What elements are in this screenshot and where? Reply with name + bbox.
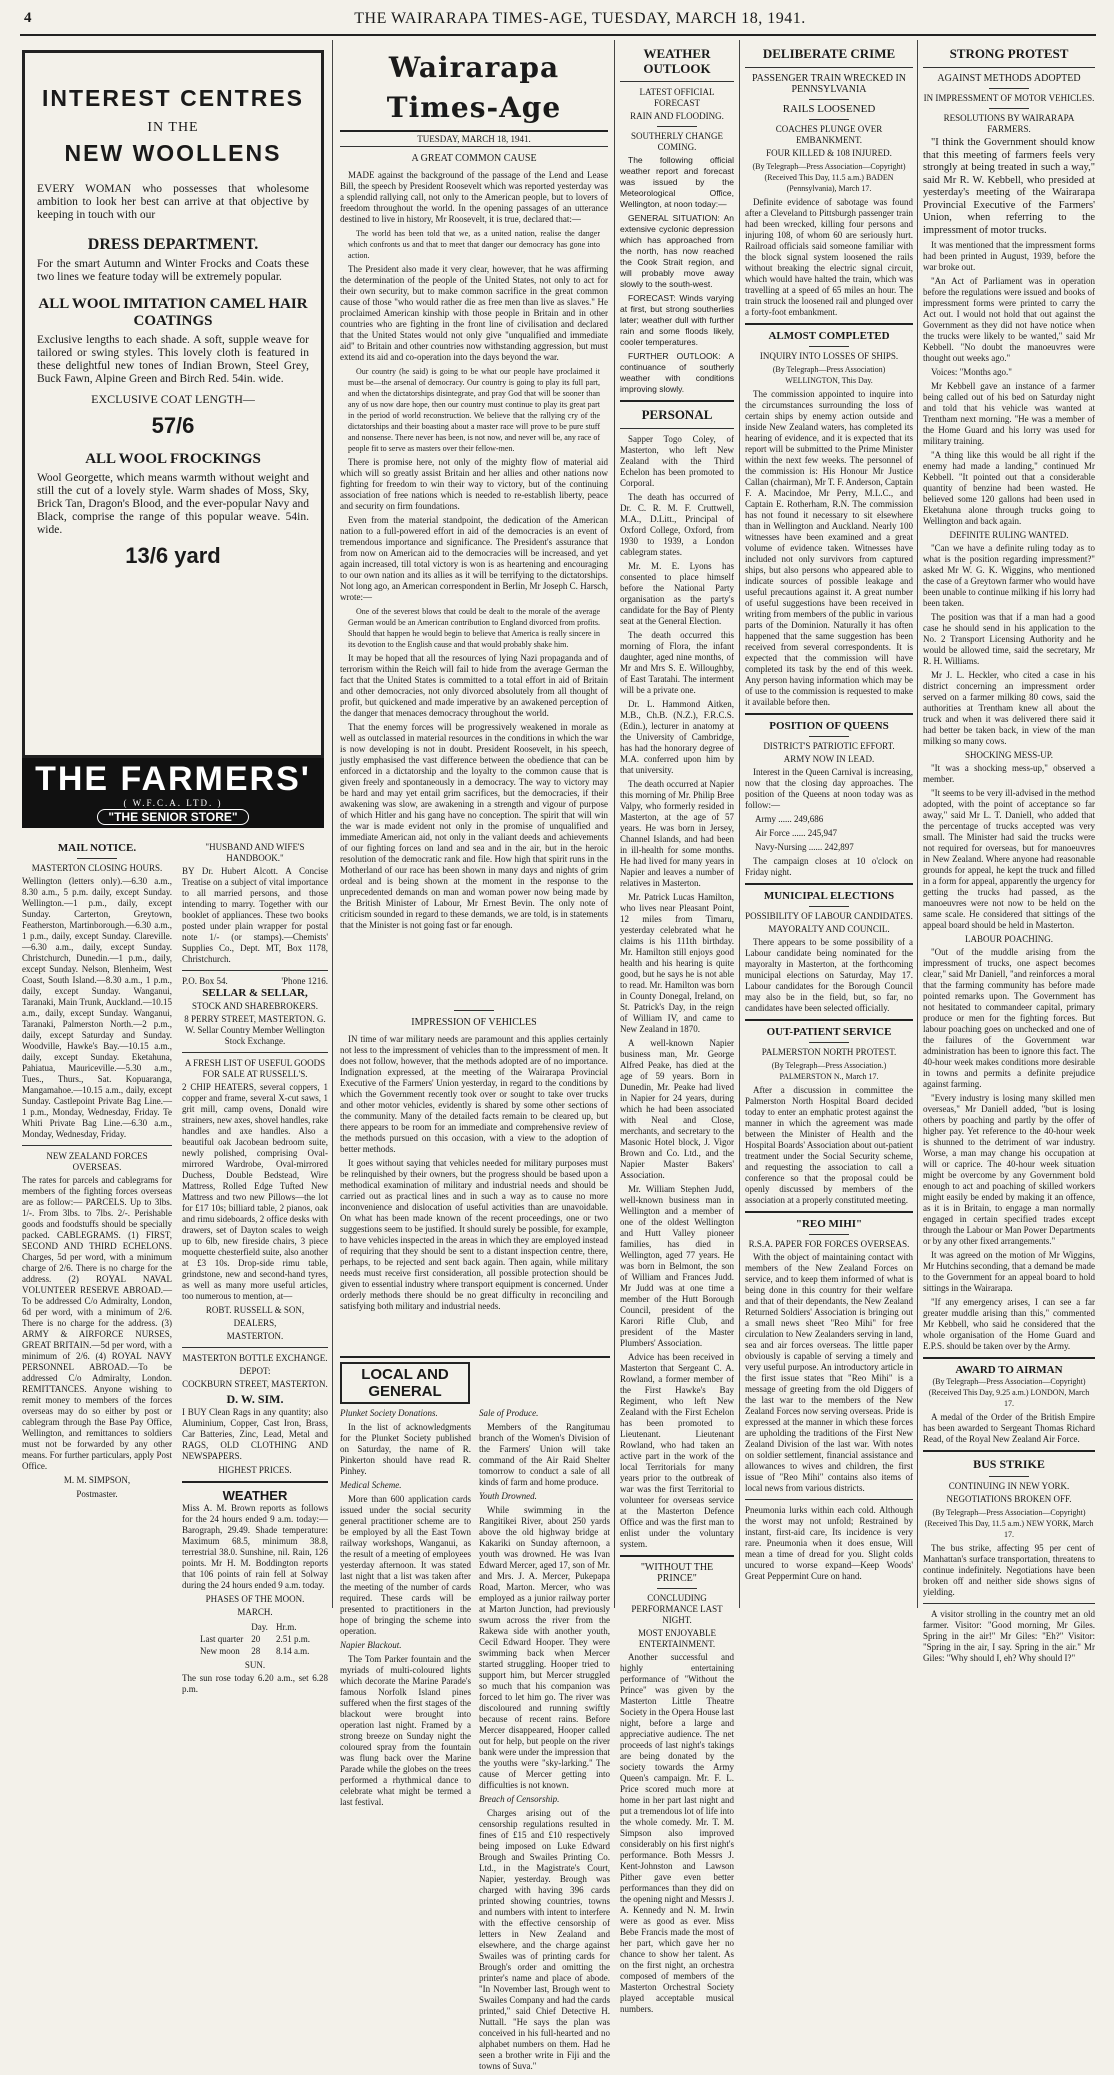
postmaster: M. M. SIMPSON, Postmaster. [63,1475,131,1499]
bottle-name: D. W. SIM. [226,1392,284,1406]
column-rule [614,40,615,1608]
labour-title: LABOUR POACHING. [964,934,1053,944]
sellar-name: SELLAR & SELLAR, [202,987,308,999]
queen-row: Navy-Nursing ...... 242,897 [755,842,854,852]
mail-text: Wellington (letters only).—6.30 a.m., 8.30 a.m., 5 p.m. daily, except Sunday. Wellington.—1 p.m., daily, except Sunday. Carterton, Greytown, Featherston, Martinborough.—6.30 a.m., 1 p.m., daily, except Sunday. Clareville.—6.30 a.m., daily, except Sunday. Christchurch, Dunedin.—1 p.m., daily, except Sunday. Nelson, Blenheim, West Coast, South Island.—8.30 a.m., 1 p.m., daily, except Sunday. Wanganui, Taranaki, Main Trunk, Auckland.—10.15 a.m., daily, except Sunday. Wanganui, Taranaki, Palmerston North.—2 p.m., daily, except Saturday and Sunday. Woodville, Hawke's Bay.—10.15 a.m., daily, except Sunday. Eketahuna, Pahiatua, Mauriceville.—5.30 a.m., Tues., Thurs., Sat. Kopuaranga, Mangamahoe.—10.15 a.m., daily, except Sunday. Castlepoint Private Bag Line.—1 p.m., Monday, Wednesday, Friday. Te Whiti Private Bag Line.—6.30 a.m., Monday, Wednesday, Friday. [22,876,172,1139]
prince-body: Another successful and highly entertaining performance of "Without the Prince" was given by the Masterton Little Theatre Society in the Opera House last night, before a large and appreciative audience. The net proceeds of last night's takings are being donated by the society towards the Army Queen's campaign. Mr. F. L. Price scored much more at home in her part last night and put a tremendous lot of life into the whole comedy. Mr. T. M. Simpson also improved considerably on his first night's performance. Both Messrs J. Kent-Johnston and Lawson Pither gave even better performances than they did on the opening night and Messrs J. A. Kennedy and N. M. Irwin were as good as ever. Miss Bebe Francis made the most of her part, which gave her no chance to show her talent. As on the first night, an orchestra composed of members of the Masterton Orchestral Society played acceptable musical numbers. [620,1652,734,2014]
editorial-column [340,48,608,928]
sellar-addr: 8 PERRY STREET, MASTERTON. G. W. Sellar Country Member Wellington Stock Exchange. [184,1014,326,1046]
almost-body: The commission appointed to inquire into the circumstances surrounding the loss of certain ships by enemy action outside and inside New Zealand waters, has completed its hearing of evidence, and it is expected that its report will be submitted to the Prime Minister within the next few weeks. The personnel of the commission is: His Honour Mr Justice Callan (chairman), Mr T. F. Anderson, Captain F. A. Macindoe, Mr Perry, M.L.C., and Captain E. Rotherham, R.N. The commission has not found it necessary to sit elsewhere than in Wellington and Auckland. Nearly 100 witnesses have been examined and a great volume of evidence taken. Witnesses have included not only survivors from captured ships, but also persons who appeared able to indicate sources of possible leakage and useful precautions against it. A great number of useful suggestions have been received in writing from members of the public in various parts of the Dominion. Naturally it has often happened that the same suggestion has been received from several correspondents. It is expected that the commission will have completed its task by the end of this week. Any person having information which may be of use to the commission is requested to make it available before then. [745,389,913,707]
labour-body: "Out of the muddle arising from the impressment of trucks, one aspect becomes clear," said Mr Daniell, "and reinforces a moral that the farming community has before made pointed remarks upon. The Government has not hesitated to commandeer capital, primary produce or men for the fighting forces. But labour poaching goes on unchecked and one of the failures of the Government war administration has been to ignore this fact. The 40-hour week makes conditions more desirable in towns and permits a definite prejudice against farming. "Every industry is losing many skilled men overseas," Mr Daniell added, "but is losing others by poaching and partly by the offer of higher pay. Yet reference to the 40-hour week is shunned to the detriment of war industry. Worse, a man may change his occupation at will or caprice. The 40-hour week situation might be overcome by any Government bold enough to act and poaching of skilled workers might easily be ended by making it an offence, as it is in Britain, to engage a man normally engaged in certain specified trades except through the Labour or Man Power Departments or by any other fixed arrangements." It was agreed on the motion of Mr Wiggins, Mr Hutchins seconding, that a demand be made to the Government for an appeal board to hold sittings in the Wairarapa. "If any emergency arises, I can see a far greater muddle arising than this," commented Mr Kebbell, who said he considered that the whole organisation of the Home Guard and E.P.S. should be taken over by the Army. [923,947,1095,1351]
crime-sub1: PASSENGER TRAIN WRECKED IN PENNSYLVANIA [752,73,906,95]
sellar-sub: STOCK AND SHAREBROKERS. [191,1001,319,1011]
local-title: LOCAL AND GENERAL [340,1362,470,1404]
municipal-body: There appears to be some possibility of a Labour candidate being nominated for the mayoralty in Masterton, at the forthcoming municipal elections on Saturday, May 17. Labour candidates for the Borough Council may also be in the field, but, so far, no candidates have been selected officially. [745,937,913,1013]
almost-title: ALMOST COMPLETED [768,330,890,342]
queens-standings [745,814,913,853]
bus-sub1: CONTINUING IN NEW YORK. [948,1481,1070,1491]
store-tag: "THE SENIOR STORE" [97,809,248,825]
protest-title: STRONG PROTEST [949,46,1069,61]
nameplate: Wairarapa Times-Age [386,51,562,124]
shocking-title: SHOCKING MESS-UP. [964,750,1054,760]
bus-credit: (By Telegraph—Press Association—Copyright) (Received This Day, 11.5 a.m.) NEW YORK, March 17. [924,1508,1094,1539]
overseas-text: The rates for parcels and cablegrams for members of the fighting forces overseas are as follow:— PARCELS. Up to 3lbs. 1/-. From 3lbs. to 7lbs. 2/-. Perishable goods and foodstuffs should be specially packed. CABLEGRAMS. (1) FIRST, SECOND AND THIRD ECHELONS. Charges, 5d per word, with a minimum charge of 2/6. There is no charge for the address. (2) ROYAL NAVAL VOLUNTEER RESERVE ABROAD.—To be addressed C/o Admiralty, London, 6d per word, with a minimum of 2/6. There is no charge for the address. (3) ARMY & AIRFORCE NURSES, GREAT BRITAIN.—5d per word, with a minimum of 2/6. (4) ROYAL NAVY PERSONNEL ABROAD.—To be addressed C/o Admiralty, London. REMITTANCES. Anyone wishing to remit money to members of the forces overseas may do so either by post or cablegram through the Base Pay Office, Wellington, and remittances to soldiers must not be forwarded by any other means. For further particulars, apply Post Office. [22,1175,172,1471]
advert-dept: DRESS DEPARTMENT. [87,236,259,253]
almost-credit: (By Telegraph—Press Association) WELLINGTON, This Day. [772,365,886,385]
advert-item1-price: 57/6 [151,413,195,438]
outlook-sub2: RAIN AND FLOODING. [630,111,724,121]
outpatient-sub: PALMERSTON NORTH PROTEST. [761,1047,897,1057]
advert-item1-title: ALL WOOL IMITATION CAMEL HAIR COATINGS [38,296,308,329]
mail-notice [22,836,172,1606]
running-title: THE WAIRARAPA TIMES-AGE, TUESDAY, MARCH 18, 1941. [354,10,806,27]
overseas-heading: NEW ZEALAND FORCES OVERSEAS. [46,1151,148,1172]
page-number: 4 [24,10,32,26]
moon-row: New moon 28 8.14 a.m. [200,1646,310,1656]
bus-body: The bus strike, affecting 95 per cent of Manhattan's surface transportation, threatens to continue indefinitely. Negotiations have been broken off and neither side shows signs of yielding. [923,1543,1095,1597]
store-sub: ( W.F.C.A. LTD. ) [123,798,223,808]
award-credit: (By Telegraph—Press Association—Copyright) (Received This Day, 9.25 a.m.) LONDON, March 17. [928,1377,1090,1408]
award-title: AWARD TO AIRMAN [955,1364,1063,1376]
queen-row: Army ...... 249,686 [755,814,824,824]
personal-title: PERSONAL [641,407,713,422]
mail-heading: MAIL NOTICE. [57,842,137,854]
column-rule [917,40,918,1608]
advert-dept-text: For the smart Autumn and Winter Frocks and Coats these two lines we feature today will be extremely popular. [37,258,309,283]
crime-credit: (By Telegraph—Press Association—Copyright) (Received This Day, 11.5 a.m.) BADEN (Pennsylvania), March 17. [752,162,906,193]
reomihi-sub: R.S.A. PAPER FOR FORCES OVERSEAS. [748,1239,910,1249]
advert-item1-label: EXCLUSIVE COAT LENGTH— [91,392,255,406]
outpatient-credit: (By Telegraph—Press Association.) PALMERSTON N., March 17. [771,1061,887,1081]
sun-title: SUN. [244,1660,266,1670]
handbook-title: "HUSBAND AND WIFE'S HANDBOOK." [205,842,305,863]
definite-body: "Can we have a definite ruling today as to what is the position regarding impressment?" asked Mr W. G. K. Wiggins, who mentioned the case of a Greytown farmer who would have been unable to continue milking if his lorry had been taken. The position was that if a man had a good case he should send in his application to the No. 2 Transport Licensing Authority and he would be allowed time, said the secretary, Mr R. H. Williams. Mr J. L. Heckler, who cited a case in his district concerning an impressment order served on a farmer milking 80 cows, said the authorities at Trentham knew all about the truck and when it was delivered there said it had better be taken back, in view of the man milking so many cows. [923,543,1095,746]
award-body: A medal of the Order of the British Empire has been awarded to Sergeant Thomas Richard Read, of the Royal New Zealand Air Force. [923,1412,1095,1444]
crime-body: Definite evidence of sabotage was found after a Cleveland to Pittsburgh passenger train had been wrecked, killing four persons and injuring 108, of whom 60 are seriously hurt. Railroad officials said someone familiar with the block signal system loosened the rails without breaking the electric signal circuit, which would have halted the train, which was travelling at a speed of 65 miles an hour. The train struck the loosened rail and plunged over a forty-foot embankment. [745,197,913,317]
municipal-title: MUNICIPAL ELECTIONS [763,890,895,902]
local-col-1: Plunket Society Donations. In the list of acknowledgments for the Plunket Society published on Saturday, the name of R. Pinkerton should have read R. Pinhey. Medical Scheme. More than 600 application cards issued under the social security general practitioner scheme are to be employed by all the East Town railway workshops, Wanganui, as the result of a meeting of employees yesterday afternoon. It was stated last night that a list was taken after the meeting of the number of cards required. These cards will be presented to practitioners in the hope of bringing the scheme into operation. Napier Blackout. The Tom Parker fountain and the myriads of multi-coloured lights which decorate the Marine Parade's famous Norfolk Island pines suffered when the first stages of the blackout were brought into operation last night. Framed by a strong breeze on Sunday night the coloured spray from the fountain was flung back over the Marine Parade while the globes on the trees performed a rhythmical dance to celebrate what might be termed a last festival. [340,1408,471,1807]
municipal-sub2: MAYORALTY AND COUNCIL. [768,924,890,934]
queens-closing: The campaign closes at 10 o'clock on Friday night. [745,856,913,877]
advert-item2-price: 13/6 yard [125,543,221,568]
crime-sub2: RAILS LOOSENED [782,103,876,115]
bottle-depot: DEPOT: [239,1366,271,1376]
weather-text: Miss A. M. Brown reports as follows for the 24 hours ended 9 a.m. today:—Barograph, 29.49. Shade temperature: Maximum 68.5, minimum 38.8, terrestrial 38.0. Sunshine, nil. Rain, 126 points. Mr H. M. Boddington reports that 106 points of rain fell at Solway during the 24 hours ended 9 a.m. today. [182,1503,328,1590]
outpatient-body: After a discussion in committee the Palmerston North Hospital Board decided today to enter an emphatic protest against the manner in which the agreement was made between the Minister of Health and the Hospital Boards' Association about out-patient treatment under the Social Security scheme, and requesting the association to call a conference so that the proposal could be openly discussed by members of the association at a properly constituted meeting. [745,1085,913,1205]
column-rule [332,40,333,1608]
sun-text: The sun rose today 6.20 a.m., set 6.28 p.m. [182,1673,328,1694]
advert-in-the: IN THE [147,120,199,135]
crime-sub4: FOUR KILLED & 108 INJURED. [766,148,892,158]
prince-title: "WITHOUT THE PRINCE" [640,1562,714,1584]
queens-sub1: DISTRICT'S PATRIOTIC EFFORT. [763,741,895,751]
moon-title: PHASES OF THE MOON. [205,1594,305,1604]
shocking-body: "It was a shocking mess-up," observed a member. "It seems to be very ill-advised in the method adopted, with the point of acceptance so far away," said Mr L. T. Daniell, who added that the percentage of trucks accepted was very small. The Minister had said the trucks were not required for overseas, but for manoeuvres in New Zealand. Where anyone had reasonable grounds for appeal, he kept the truck and filled in a form for appeal, apparently the urgency for getting the trucks had passed, as the manoeuvres were not now to be held on the same scale. He considered that sittings of the appeal board should be held in Masterton. [923,763,1095,930]
farmers-advert [22,50,324,758]
outlook-sub3: SOUTHERLY CHANGE COMING. [630,131,723,152]
bottle-prices: HIGHEST PRICES. [218,1465,292,1475]
column-6 [923,46,1095,1663]
editorial-date: TUESDAY, MARCH 18, 1941. [417,134,531,144]
handbook-text: BY Dr. Hubert Alcott. A Concise Treatise on a subject of vital importance to all married persons, and those intending to marry. Together with our booklet of appliances. These two books posted under plain wrapper for postal note 1/- (or stamps).—Chemists' Supplies Co., Dept. MT, Box 1178, Christchurch. [182,866,328,964]
queens-body: Interest in the Queen Carnival is increasing, now that the closing day approaches. The position of the Queens at noon today was as follow:— [745,767,913,810]
outlook-body: The following official weather report and forecast was issued by the Meteorological Office, Wellington, at noon today:— GENERAL SITUATION: An extensive cyclonic depression which has approached from the north, has now reached the Cook Strait region, and will probably move away slowly to the south-west. FORECAST: Winds varying at first, but strong southerlies later; weather dull with further rain and some floods likely, cooler temperatures. FURTHER OUTLOOK: A continuance of southerly weather with conditions improving slowly. [620,155,734,394]
moon-row: Last quarter 20 2.51 p.m. [200,1634,310,1644]
crime-sub3: COACHES PLUNGE OVER EMBANKMENT. [775,124,883,145]
almost-sub: INQUIRY INTO LOSSES OF SHIPS. [759,351,899,361]
bus-title: BUS STRIKE [973,1457,1045,1471]
vehicles-article [340,1006,608,1354]
protest-lead: "I think the Government should know that this meeting of farmers feels very strongly at being treated in such a way," said Mr R. W. Kebbell, who presided at yesterday's meeting of the Wairarapa Provincial Executive of the Farmers' Union, when referring to the impressment of motor trucks. [923,137,1095,236]
queens-title: POSITION OF QUEENS [769,720,889,732]
local-col-2: Sale of Produce. Members of the Rangitumau branch of the Women's Division of the Farmers' Union will take command of the Air Raid Shelter tomorrow to conduct a sale of all kinds of farm and home produce. Youth Drowned. While swimming in the Rangitikei River, about 250 yards above the old highway bridge at Kakariki on Sunday afternoon, a youth was drowned. He was Ivan Edward Mercer, aged 17, son of Mr. and Mrs. J. A. Mercer, Pukepapa Road, Marton. Mercer, who was employed as a junior railway porter at Marton Junction, had previously swum across the river from the Rakewa side with another youth, Cecil Edward Hooper. They were swimming back when Mercer started struggling. Hooper tried to support him, but Mercer struggled so much that his companion was forced to let him go. The river was discoloured and running swiftly because of recent rains. Before Mercer disappeared, Hooper called out for help, but people on the river bank were under the impression that the youths were "sky-larking." The cause of Mercer getting into difficulties is not known. Breach of Censorship. Charges arising out of the censorship regulations resulted in fines of £15 and £10 respectively being imposed on Luke Edward Brough and Swailes Printing Co. Ltd., in the Magistrate's Court, Napier, yesterday. Brough was charged with having 396 cards printed showing countries, towns and numbers with intent to interfere with the effective censorship of letters in New Zealand and elsewhere, and the charge against Swailes was of printing cards for Brough's order and omitting the printer's name and place of abode. "In November last, Brough went to Swailes Company and had the cards printed," said Chief Detective H. Nuttall. "He says the plan was conceived in his full-hearted and no alphabet numbers on them. Had he seen a brother write in Fiji and the towns of Suva." [479,1408,610,2071]
vehicles-body: IN time of war military needs are paramount and this applies certainly not less to the impressment of vehicles than to the impressment of men. It does not follow, however, that the methods adopted are of no importance. Indignation expressed, at the meeting of the Wairarapa Provincial Executive of the Farmers' Union yesterday, in regard to the conditions by which the Government recently took over or sought to take over trucks and other motor vehicles, evidently is shared by some other sections of the community. Many of the detailed facts remain to be cleared up, but there appears to be room for an immediate and comprehensive review of the methods pursued on this occasion, with a view to the adoption of better methods. It goes without saying that vehicles needed for military purposes must be relinquished by their owners, but the progress should be based upon a methodical examination of military and industrial needs and should be carried out as practical lines and in such a way as to cause no more inconvenience and dislocation of useful activities than are unavoidable. On what has been made known of the recent proceedings, one or two suggestions seem to be justified. It should surely be possible, for example, to have vehicles inspected in the areas in which they are employed instead of requiring that they should be sent to a distant inspection centre, there, perhaps, to be rejected and sent back again. Then again, while military needs must receive first consideration, all possible protection should be given to essential industry where transport equipment is concerned. Under orderly methods there should be no great difficulty in reconciling and satisfying both military and industrial needs. [340,1034,608,1311]
moon-month: MARCH. [237,1607,273,1617]
russell-title: A FRESH LIST OF USEFUL GOODS FOR SALE AT RUSSELL'S. [184,1058,326,1079]
russell-sub: DEALERS, [233,1318,277,1328]
protest-sub1: AGAINST METHODS ADOPTED [937,73,1081,84]
local-general [340,1356,610,2071]
prince-sub1: CONCLUDING PERFORMANCE LAST NIGHT. [631,1593,723,1625]
protest-body: It was mentioned that the impressment forms had been printed in August, 1939, before the war broke out. "An Act of Parliament was in operation before the regulations were issued and books of impressment forms were printed to carry the Act out. I would not hold that out against the Government as they did not have notice when the trucks were likely to be wanted," said Mr Kebbell. "No doubt the manoeuvres were thought out weeks ago." Voices: "Months ago." Mr Kebbell gave an instance of a farmer being called out of his bed on Saturday night and told that his vehicle was wanted at Trentham next morning. "He was a member of the Home Guard and his lorry was used for military training. "A thing like this would be all right if the enemy had made a landing," continued Mr Kebbell. "It pointed out that a considerable quantity of benzine had been wasted. He believed some 120 gallons had been used in Eketahuna alone through trucks going to Wellington and back again. [923,240,1095,526]
peppermint-ad: Pneumonia lurks within each cold. Although the worst may not unfold; Restrained by instant, first-aid care, Its incidence is very rare. Pneumonia when it does ensue, Will mean a time of dread for you. Slight colds uncured to worse expand—Keep Woods' Great Peppermint Cure on hand. [745,1505,913,1581]
russell-town: MASTERTON. [226,1331,284,1341]
editorial-body: MADE against the background of the passage of the Lend and Lease Bill, the speech by President Roosevelt which was reported yesterday was a splendid rallying call, not only to the American people, but to lovers of freedom throughout the world. In the opening passages of an utterance destined to live in history, Mr Roosevelt, it is true, declared that:— The world has been told that we, as a united nation, realise the danger which confronts us and that to meet that danger our democracy has gone into action. The President also made it very clear, however, that he was affirming the determination of the people of the United States, not only to act for their own security, but to make common sacrifice in the great common cause of those "who would rather die as free men than live as slaves." He proclaimed American kinship with those people in Britain and in other countries who are fighting in the front line of civilisation and declared that the United States would not only give "unqualified and immediate aid" to Britain and other countries now withstanding aggression, but must extend its aid and co-operation into the days beyond the war. Our country (he said) is going to be what our people have proclaimed it must be—the arsenal of democracy. Our country is going to play its full part, and when the dictatorships disintegrate, and pray God that will be sooner than any of us now dare hope, then our country must continue to play its great part in the period of world reconstruction. We believe that the rallying cry of the dictatorships and their boasting about a master race will prove to be pure stuff and nonsense. There never has been, is not now, and never will be, any race of people fit to serve as masters over their fellow-men. There is promise here, not only of the mighty flow of material aid which will so greatly assist Britain and her allies and other nations now fighting for freedom to win their way to victory, but of the continuing association of free nations which is needed to re-establish liberty, peace and security on firm foundations. Even from the material standpoint, the dedication of the American nation to a full-powered effort in aid of the democracies is an event of tremendous importance and significance. The President's assurance that from now on American aid to the democracies will be increased, and yet again increased, till total victory is won is as heartening and encouraging to our own nation and its allies as it will be terrifying to the dictatorships. Not long ago, an American correspondent in Berlin, Mr Joseph C. Harsch, wrote:— One of the severest blows that could be dealt to the morale of the average German would be an American contribution to England divorced from profits. Should that happen he would begin to believe that America is really sincere in its devotion to the English cause and that would probably shake him. It may be hoped that all the resources of lying Nazi propaganda and of terrorism within the Reich will fail to hide from the average German the fact that the United States is committed to a total effort in aid of Britain and other democracies, not only divorced absolutely from all thought of profit, but quickened and made imperative by an awakened perception of the danger that menaces democracy throughout the world. That the enemy forces will be progressively weakened in morale as well as outclassed in material resources in the conditions in which the war is now developing is not in doubt. President Roosevelt, in his speech, justly emphasised the vast difference between the obedience that can be enforced in a dictatorship and the loyalty to the common cause that is given freely and spontaneously in a democracy. The way to victory may be hard and may yet entail grim sacrifices, but the democracies, if their awakening was slow, are awakening in a strength and vigour of purpose of which Hitler and his gang have no conception. The spirit that will win the war is made evident not only in the promise of unqualified and immediate American aid, not only in the valiant deeds and achievements of our fighting forces on land and sea and in the air, but in the heroic resolution of the democratic rank and file. How high that spirit runs in the Motherland of our race has been shown in many days and nights of grim ordeal and is being shown at the moment in the response to the unprecedented demands on man and woman power now being made by the British Minister of Labour, Mr Ernest Bevin. The only note of criticism sounded in regard to these demands, we are told, is in statements that the Minister is not going fast or far enough. [340,170,608,930]
personal-body: Sapper Togo Coley, of Masterton, who left New Zealand with the Third Echelon has been promoted to Corporal. The death has occurred of Dr. C. R. M. F. Cruttwell, M.A., D.Litt., Principal of Oxford College, Oxford, from 1930 to 1939, a London cablegram states. Mr. M. E. Lyons has consented to place himself before the National Party organisation as the party's candidate for the Bay of Plenty seat at the General Election. The death occurred this morning of Flora, the infant daughter, aged nine months, of Mr and Mrs S. E. Willoughby, of East Taratahi. The interment will be a private one. Dr. L. Hammond Aitken, M.B., Ch.B. (N.Z.), F.R.C.S. (Edin.), lecturer in anatomy at the University of Cambridge, has had the honorary degree of M.A. conferred upon him by that university. The death occurred at Napier this morning of Mr. Philip Bree Valpy, who formerly resided in Masterton, at the age of 57 years. He was born in Jersey, Channel Islands, and had been in ill-health for some months. He had lived for many years in Napier and leaves a number of relatives in Masterton. Mr. Patrick Lucas Hamilton, who lives near Pleasant Point, 12 miles from Timaru, yesterday celebrated what he claims is his 111th birthday. Mr. Hamilton still enjoys good health and his hearing is quite good, but he says he is not able to read. Mr. Hamilton was born in County Donegal, Ireland, on St. Patrick's Day, in the reign of William IV, and came to New Zealand in 1870. A well-known Napier business man, Mr. George Alfred Peake, has died at the age of 59 years. Born in Dunedin, Mr. Peake had lived in Napier for 24 years, during which he had been associated with Neal and Close, merchants, and secretary to the Masonic Hotel block, J. Vigor Brown and Co. Ltd., and the Napier Master Bakers' Association. Mr. William Stephen Judd, well-known business man in Wellington and a member of one of the oldest Wellington and Hutt Valley pioneer families, has died in Wellington, aged 77 years. He was born in Belmont, the son of William and Frances Judd. Mr Judd was at one time a member of the Hutt Borough Council, president of the Karori Rifle Club, and president of the Master Plumbers' Association. Advice has been received in Masterton that Sergeant C. A. Rowland, a former member of the First Hawke's Bay Regiment, who left New Zealand with the First Echelon has been promoted to Lieutenant. Lieutenant Rowland, who had taken an active part in the work of the local Territorials for many years prior to the outbreak of war was the first Territorial to volunteer for overseas service at the Masterton Defence Office and was the first man to enlist under the voluntary system. [620,434,734,1549]
store-banner [22,758,324,828]
advert-headline: INTEREST CENTRES [41,85,305,111]
mail-sub: MASTERTON CLOSING HOURS. [31,863,163,873]
header-rule [20,34,1096,36]
bus-sub2: NEGOTIATIONS BROKEN OFF. [946,1494,1072,1504]
column-5 [745,46,913,1606]
protest-sub2: IN IMPRESSMENT OF MOTOR VEHICLES. [923,93,1095,103]
column-4 [620,46,734,2014]
definite-title: DEFINITE RULING WANTED. [949,530,1069,540]
column-rule [739,40,740,1608]
advert-intro: EVERY WOMAN who possesses that wholesome ambition to look her best can arrive at that objective by keeping in touch with our [37,183,309,221]
russell-sign: ROBT. RUSSELL & SON, [205,1305,305,1315]
queen-row: Air Force ...... 245,947 [755,828,837,838]
reomihi-title: "REO MIHI" [795,1218,863,1230]
page-header [0,6,1114,34]
moon-table: Day. Hr.m. Last quarter 20 2.51 p.m. New moon 28 8.14 a.m. [195,1620,315,1658]
editorial-title: A GREAT COMMON CAUSE [411,153,537,164]
bottle-title: MASTERTON BOTTLE EXCHANGE. [182,1353,328,1363]
queens-sub2: ARMY NOW IN LEAD. [783,754,875,764]
advert-headline-2: NEW WOOLLENS [64,140,282,166]
bottle-text: I BUY Clean Rags in any quantity; also Aluminium, Copper, Cast Iron, Brass, Car Batteries, Zinc, Lead, Metal and RAGS, OLD CLOTHING AND NEWSPAPERS. [182,1407,328,1461]
store-name: THE FARMERS' [35,760,311,798]
municipal-sub1: POSSIBILITY OF LABOUR CANDIDATES. [745,911,913,921]
weather-title: WEATHER [222,1488,288,1503]
outpatient-title: OUT-PATIENT SERVICE [766,1026,892,1038]
advert-item1-text: Exclusive lengths to each shade. A soft, supple weave for tailored or swing styles. This lovely cloth is featured in these delightful new tones of Indian Brown, Steel Grey, Buck Fawn, Alpine Green and Birch Red. 54in. wide. [37,334,309,385]
crime-title: DELIBERATE CRIME [762,46,896,61]
protest-sub3: RESOLUTIONS BY WAIRARAPA FARMERS. [943,113,1075,134]
advert-item2-title: ALL WOOL FROCKINGS [85,451,261,467]
advert-item2-text: Wool Georgette, which means warmth without weight and still the cut of a lovely style. Warm shades of Moss, Sky, Brick Tan, Dragon's Blood, and the ever-popular Navy and Black, comprise the range of this popular weave. 54in. wide. [37,472,309,536]
reomihi-body: With the object of maintaining contact with members of the New Zealand Forces on service, and to keep them informed of what is being done in this country for their welfare and that of their dependants, the New Zealand Returned Soldiers' Association is bringing out a small news sheet "Reo Mihi" for free circulation to New Zealanders serving in land, sea and air forces overseas. The little paper obviously is capable of serving a timely and very useful purpose. An introductory article in the first issue states that "Reo Mihi" is a message of greeting from the old Diggers of the last war to the members of the New Zealand Forces now serving overseas. Pride is expressed at the manner in which these forces are upholding the traditions of the First New Zealand Division of the last war. With notes on soldier settlement, financial assistance and allowances to wives and children, the first issue of "Reo Mihi" contains also items of local news from various districts. [745,1252,913,1493]
small-ads [182,836,328,1694]
vehicles-title: IMPRESSION OF VEHICLES [411,1017,537,1028]
sellar-contact: P.O. Box 54. 'Phone 1216. [182,976,328,986]
russell-text: 2 CHIP HEATERS, several coppers, 1 copper and frame, several X-cut saws, 1 grit mill, camp ovens, Donald wire strainers, new axes, shovel handles, rake handles and axe handles. Also a beautiful oak Jacobean bedroom suite, newly polished, comprising Oval-mirrored Wardrobe, Oval-mirrored Duchess, Double Bedstead, Wire Mattress, Rolled Edge Tufted New Mattress and two new Pillows—the lot for £17 10s; billiard table, 2 pianos, oak and rimu sideboards, 2 office desks with drawers, set of Dayton scales to weigh up to 6lb, new fireside chairs, 3 piece moquette chesterfield suite, also another at £3 10s. Drop-side rimu table, grindstone, new and second-hand tyres, as well as many more useful articles, too numerous to mention, at— [182,1082,328,1301]
bottle-addr: COCKBURN STREET, MASTERTON. [182,1379,328,1389]
outlook-title: WEATHER OUTLOOK [643,46,711,76]
joke-text: A visitor strolling in the country met an old farmer. Visitor: "Good morning, Mr Giles. Spring in the air!" Mr Giles: "Eh?" Visitor: "Spring in the air, I say. Spring in the air." Mr Giles: "Why should I, eh? Why should I?" [923,1609,1095,1663]
prince-sub2: MOST ENJOYABLE ENTERTAINMENT. [637,1628,717,1649]
outlook-sub1: LATEST OFFICIAL FORECAST [639,87,715,108]
